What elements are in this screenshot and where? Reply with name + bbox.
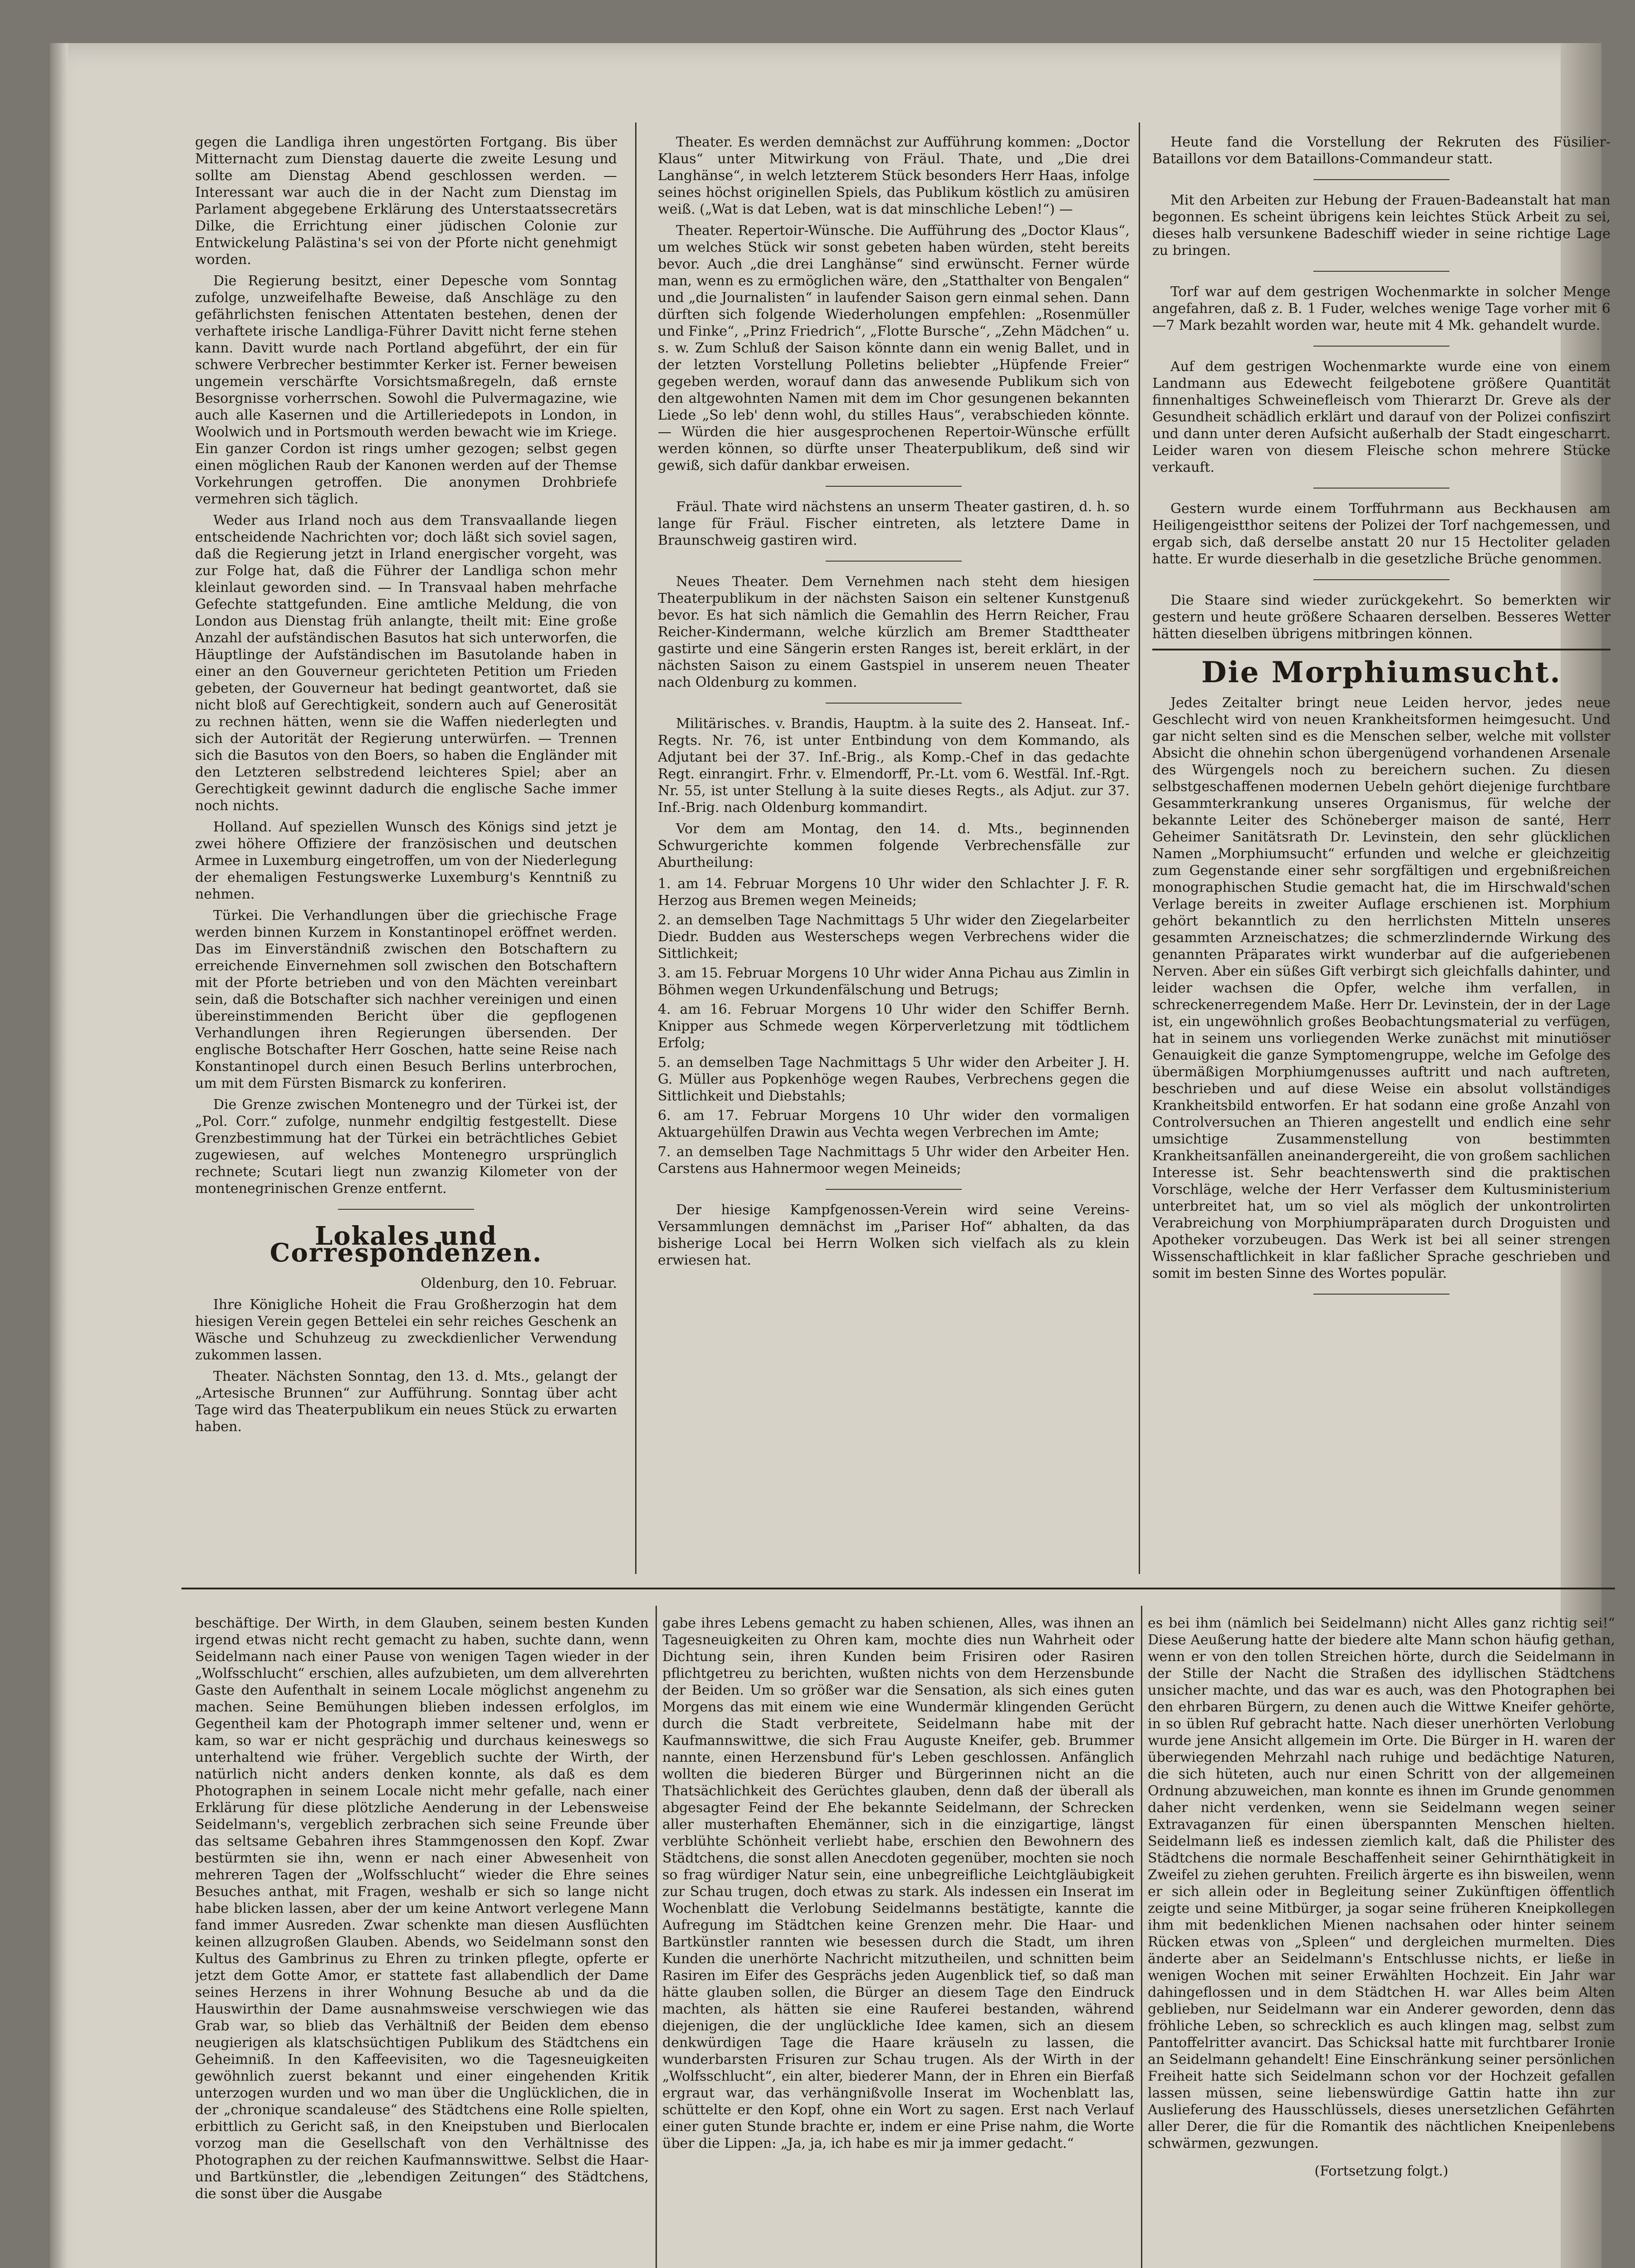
- divider: [1313, 1294, 1449, 1295]
- column-3: [1152, 134, 1611, 1563]
- list-item: 6. am 17. Februar Morgens 10 Uhr wider den vormaligen Aktuargehülfen Drawin aus Vechta wegen Verbrechen im Amte;: [658, 1108, 1130, 1140]
- article-text: gegen die Landliga ihren ungestörten Fortgang. Bis über Mitternacht zum Dienstag dauerte die zweite Lesung und sollte am Dienstag Abend geschlossen werden. — Interessant war auch die in der Nacht zum Dienstag im Parlament abgegebene Erklärung des Unterstaatssecretärs Dilke, die Errichtung einer jüdischen Colonie zur Entwickelung Palästina's sei von der Pforte nicht genehmigt worden.: [195, 134, 617, 268]
- article-text: Die Grenze zwischen Montenegro und der Türkei ist, der „Pol. Corr.“ zufolge, nunmehr endgiltig festgestellt. Diese Grenzbestimmung hat der Türkei ein beträchtliches Gebiet zugewiesen, auf welches Montenegro ursprünglich rechnete; Scutari liegt nun zwanzig Kilometer von der montenegrinischen Grenze entfernt.: [195, 1097, 617, 1197]
- column-1: [195, 134, 617, 1563]
- column-rule-1: [635, 122, 636, 1574]
- feuilleton-rule: [181, 1588, 1615, 1589]
- divider: [1313, 488, 1449, 489]
- column-rule-4: [1141, 1606, 1142, 2268]
- feuilleton-text: es bei ihm (nämlich bei Seidelmann) nicht Alles ganz richtig sei!“ Diese Aeußerung hatte der biedere alte Mann schon häufig gethan, wenn er von den tollen Streichen hörte, durch die Seidelmann in der Stille der Nacht die Straßen des idyllischen Städtchens unsicher machte, und das war es auch, was den Photographen bei den ehrbaren Bürgern, zu denen auch die Wittwe Kneifer gehörte, in so üblen Ruf gebracht hatte. Nach dieser unerhörten Verlobung wurde jene Ansicht allgemein im Orte. Die Bürger in H. waren der überwiegenden Mehrzahl nach ruhige und bedächtige Naturen, die sich hüteten, auch nur einen Schritt von der allgemeinen Ordnung abzuweichen, man konnte es ihnen im Grunde genommen daher nicht verdenken, wenn sie Seidelmann wegen seiner Extravaganzen für einen überspannten Menschen hielten. Seidelmann ließ es indessen ziemlich kalt, daß die Philister des Städtchens die normale Beschaffenheit seiner Gehirnthätigkeit in Zweifel zu ziehen geruhten. Freilich ärgerte es ihn bisweilen, wenn er sich allein oder in Begleitung seiner Zukünftigen öffentlich zeigte und seine Mitbürger, ja sogar seine früheren Kneipkollegen ihm mit bedenklichen Mienen nachsahen oder hinter seinem Rücken etwas von „Spleen“ und dergleichen murmelten. Dies änderte aber an Seidelmann's Entschlusse nichts, er ließe in wenigen Wochen mit seiner Erwählten Hochzeit. Ein Jahr war dahingeflossen und in dem Städtchen H. war Alles beim Alten geblieben, nur Seidelmann war ein Anderer geworden, denn das fröhliche Leben, so schrecklich es auch klingen mag, selbst zum Pantoffelritter avancirt. Das Schicksal hatte mit furchtbarer Ironie an Seidelmann gehandelt! Eine Einschränkung seiner persönlichen Freiheit hatte sich Seidelmann schon vor der Hochzeit gefallen lassen müssen, seine liebenswürdige Gattin hatte ihn zur Auslieferung des Hausschlüssels, dieses unersetzlichen Gefährten aller Derer, die für die Romantik des nächtlichen Kneipenlebens schwärmen, gezwungen.: [1148, 1615, 1615, 2151]
- divider: [826, 703, 962, 704]
- feuilleton-text: gabe ihres Lebens gemacht zu haben schienen, Alles, was ihnen an Tagesneuigkeiten zu Ohren kam, mochte dies nun Wahrheit oder Dichtung sein, ihren Kunden beim Frisiren oder Rasiren pflichtgetreu zu berichten, wußten nichts von dem Herzensbunde der Beiden. Um so größer war die Sensation, als sich eines guten Morgens das mit einem wie eine Wundermär klingenden Gerücht durch die Stadt verbreitete, Seidelmann habe mit der Kaufmannswittwe, die sich Frau Auguste Kneifer, geb. Brummer nannte, einen Herzensbund für's Leben geschlossen. Anfänglich wollten die biederen Bürger und Bürgerinnen nicht an die Thatsächlichkeit des Gerüchtes glauben, denn daß der überall als abgesagter Feind der Ehe bekannte Seidelmann, der Schrecken aller musterhaften Ehemänner, sich in die einzigartige, längst verblühte Schönheit verliebt habe, erschien den Bewohnern des Städtchens, die sonst allen Anecdoten gegenüber, mochten sie noch so frag würdiger Natur sein, eine unbegreifliche Leichtgläubigkeit zur Schau trugen, doch etwas zu stark. Als indessen ein Inserat im Wochenblatt die Verlobung Seidelmanns bestätigte, kannte die Aufregung im Städtchen keine Grenzen mehr. Die Haar- und Bartkünstler rannten wie besessen durch die Stadt, um ihren Kunden die unerhörte Nachricht mitzutheilen, und schnitten beim Rasiren im Eifer des Gesprächs jeden Augenblick tief, so daß man hätte glauben sollen, die Bürger an diesem Tage den Eindruck machten, als hätten sie eine Rauferei bestanden, während diejenigen, die der unglückliche Idee kamen, sich an diesem denkwürdigen Tage die Haare kräuseln zu lassen, die wunderbarsten Frisuren zur Schau trugen. Als der Wirth in der „Wolfsschlucht“, ein alter, biederer Mann, der in Ehren ein Bierfaß ergraut war, das verhängnißvolle Inserat im Wochenblatt las, schüttelte er den Kopf, ohne ein Wort zu sagen. Erst nach Verlauf einer guten Stunde brachte er, indem er eine Prise nahm, die Worte über die Lippen: „Ja, ja, ich habe es mir ja immer gedacht.“: [662, 1615, 1134, 2151]
- section-title-local: Lokales und Correspondenzen.: [269, 1221, 543, 1268]
- article-text: Theater. Es werden demnächst zur Aufführung kommen: „Doctor Klaus“ unter Mitwirkung von Fräul. Thate, und „Die drei Langhänse“, in welch letzterem Stück besonders Herr Haas, infolge seines höchst originellen Spiels, das Publikum köstlich zu amüsiren weiß. („Wat is dat Leben, wat is dat minschliche Leben!“) —: [658, 134, 1130, 217]
- divider: [338, 1209, 474, 1210]
- divider: [826, 1189, 962, 1190]
- section-rule: [1152, 649, 1611, 650]
- article-text: Torf war auf dem gestrigen Wochenmarkte in solcher Menge angefahren, daß z. B. 1 Fuder, welches wenige Tage vorher mit 6—7 Mark bezahlt worden war, heute mit 4 Mk. gehandelt wurde.: [1152, 284, 1611, 333]
- column-rule-3: [656, 1606, 657, 2268]
- feuilleton-text: beschäftige. Der Wirth, in dem Glauben, seinem besten Kunden irgend etwas nicht recht gemacht zu haben, suchte dann, wenn Seidelmann nach einer Pause von wenigen Tagen wieder in der „Wolfsschlucht“ erschien, alles aufzubieten, um dem allverehrten Gaste den Aufenthalt in seinem Locale möglichst angenehm zu machen. Seine Bemühungen blieben indessen erfolglos, im Gegentheil kam der Photograph immer seltener und, wenn er kam, so war er nicht gesprächig und durchaus keineswegs so unterhaltend wie früher. Vergeblich suchte der Wirth, der natürlich nicht anders denken konnte, als daß es dem Photographen in seinem Locale nicht mehr gefalle, nach einer Erklärung für diese plötzliche Aenderung in der Lebensweise Seidelmann's, vergeblich zerbrachen sich seine Freunde über das seltsame Gebahren ihres Stammgenossen den Kopf. Zwar bestürmten sie ihn, wenn er nach einer Abwesenheit von mehreren Tagen der „Wolfsschlucht“ wieder die Ehre seines Besuches anthat, mit Fragen, weshalb er sich so lange nicht habe blicken lassen, aber der um keine Antwort verlegene Mann fand immer Ausreden. Zwar schenkte man diesen Ausflüchten keinen allzugroßen Glauben. Abends, wo Seidelmann sonst den Kultus des Gambrinus zu Ehren zu trinken pflegte, opferte er jetzt dem Gotte Amor, er stattete fast allabendlich der Dame seines Herzens in ihrer Wohnung Besuche ab und da die Hauswirthin der Dame ausnahmsweise verschwiegen wie das Grab war, so blieb das Verhältniß der Beiden dem ebenso neugierigen als klatschsüchtigen Publikum des Städtchens ein Geheimniß. In den Kaffeevisiten, wo die Tagesneuigkeiten gewöhnlich zuerst bekannt und einer eingehenden Kritik unterzogen wurden und wo man über die Unglücklichen, die in der „chronique scandaleuse“ des Städtchens eine Rolle spielten, erbittlich zu Gericht saß, in den Kneipstuben und Bierlocalen vorzog man die Gesellschaft von den Verhältnisse des Photographen zu der reichen Kaufmannswittwe. Selbst die Haar- und Bartkünstler, die „lebendigen Zeitungen“ des Städtchens, die sonst über die Ausgabe: [195, 1615, 649, 2202]
- continued-note: (Fortsetzung folgt.): [1314, 2163, 1449, 2179]
- article-text: Der hiesige Kampfgenossen-Verein wird seine Vereins-Versammlungen demnächst im „Pariser Hof“ abhalten, da das bisherige Local bei Herrn Wolken sich vielfach als zu klein erwiesen hat.: [658, 1202, 1130, 1268]
- divider: [1313, 579, 1449, 580]
- article-text: Die Staare sind wieder zurückgekehrt. So bemerkten wir gestern und heute größere Schaaren derselben. Besseres Wetter hätten dieselben übrigens mitbringen können.: [1152, 592, 1611, 642]
- dateline: Oldenburg, den 10. Februar.: [421, 1276, 617, 1291]
- article-text: Fräul. Thate wird nächstens an unserm Theater gastiren, d. h. so lange für Fräul. Fischer eintreten, als letztere Dame in Braunschweig gastiren wird.: [658, 499, 1130, 548]
- feuilleton-column-2: [662, 1615, 1134, 2268]
- article-text: Ihre Königliche Hoheit die Frau Großherzogin hat dem hiesigen Verein gegen Bettelei ein sehr reiches Geschenk an Wäsche und Schuhzeug zu zweckdienlicher Verwendung zukommen lassen.: [195, 1297, 617, 1363]
- article-text: Militärisches. v. Brandis, Hauptm. à la suite des 2. Hanseat. Inf.-Regts. Nr. 76, ist unter Entbindung von dem Kommando, als Adjutant bei der 37. Inf.-Brig., als Komp.-Chef in das gedachte Regt. einrangirt. Frhr. v. Elmendorff, Pr.-Lt. vom 6. Westfäl. Inf.-Rgt. Nr. 55, ist unter Stellung à la suite dieses Regts., als Adjut. zur 37. Inf.-Brig. nach Oldenburg kommandirt.: [658, 716, 1130, 816]
- feuilleton-column-1: [195, 1615, 649, 2268]
- article-text: Theater. Nächsten Sonntag, den 13. d. Mts., gelangt der „Artesische Brunnen“ zur Aufführung. Sonntag über acht Tage wird das Theaterpublikum ein neues Stück zu erwarten haben.: [195, 1369, 617, 1435]
- list-item: 2. an demselben Tage Nachmittags 5 Uhr wider den Ziegelarbeiter Diedr. Budden aus Westerscheps wegen Verbrechens wider die Sittlichkeit;: [658, 912, 1130, 962]
- divider: [1313, 346, 1449, 347]
- list-item: 4. am 16. Februar Morgens 10 Uhr wider den Schiffer Bernh. Knipper aus Schmede wegen Körperverletzung mit tödtlichem Erfolg;: [658, 1002, 1130, 1051]
- article-text: Theater. Repertoir-Wünsche. Die Aufführung des „Doctor Klaus“, um welches Stück wir sonst gebeten haben würden, steht bereits bevor. Auch „die drei Langhänse“ sind erwünscht. Ferner würde man, wenn es zu ermöglichen wäre, den „Statthalter von Bengalen“ und „die Journalisten“ in laufender Saison gern einmal sehen. Dann dürften sich folgende Wiederholungen empfehlen: „Rosenmüller und Finke“, „Prinz Friedrich“, „Flotte Bursche“, „Zehn Mädchen“ u. s. w. Zum Schluß der Saison könnte dann ein wenig Ballet, und in der letzten Vorstellung Polletins beliebter „Hüpfende Freier“ gegeben werden, worauf dann das anwesende Publikum sich von den altgewohnten Namen mit dem im Chor gesungenen bekannten Liede „So leb' denn wohl, du stilles Haus“, verabschieden könnte. — Würden die hier ausgesprochenen Repertoir-Wünsche erfüllt werden können, so dürfte unser Theaterpublikum, deß sind wir gewiß, sich dafür dankbar erweisen.: [658, 223, 1130, 474]
- page-binding: [50, 43, 68, 2268]
- feuilleton-column-3: [1148, 1615, 1615, 2268]
- article-text: Auf dem gestrigen Wochenmarkte wurde eine von einem Landmann aus Edewecht feilgebotene größere Quantität finnenhaltiges Schweinefleisch vom Thierarzt Dr. Greve als der Gesundheit schädlich erklärt und darauf von der Polizei confiszirt und dann unter deren Aufsicht außerhalb der Stadt eingescharrt. Leider waren von diesem Fleische schon mehrere Stücke verkauft.: [1152, 359, 1611, 475]
- article-text: Jedes Zeitalter bringt neue Leiden hervor, jedes neue Geschlecht wird von neuen Krankheitsformen heimgesucht. Und gar nicht selten sind es die Menschen selber, welche mit vollster Absicht die ohnehin schon übergenügend vorhandenen Arsenale des Würgengels noch zu bereichern suchen. Zu diesen selbstgeschaffenen modernen Uebeln gehört diejenige furchtbare Gesammterkrankung unseres Organismus, für welche der bekannte Leiter des Schöneberger maison de santé, Herr Geheimer Sanitätsrath Dr. Levinstein, den sehr glücklichen Namen „Morphiumsucht“ erfunden und welche er gleichzeitig zum Gegenstande einer sehr sorgfältigen und ergebnißreichen monographischen Studie gemacht hat, die im Hirschwald'schen Verlage bereits in zweiter Auflage erschienen ist. Morphium gehört bekanntlich zu den herrlichsten Mitteln unseres gesammten Arzneischatzes; die schmerzlindernde Wirkung des genannten Präparates wirkt wunderbar auf die aufgeriebenen Nerven. Aber ein süßes Gift verbirgt sich gleichfalls dahinter, und leider wachsen die Opfer, welche ihm verfallen, in schreckenerregendem Maße. Herr Dr. Levinstein, der in der Lage ist, ein ungewöhnlich großes Beobachtungsmaterial zu verfügen, hat in seinem uns vorliegenden Werke zunächst mit minutiöser Genauigkeit die ganze Symptomengruppe, welche im Gefolge des übermäßigen Morphiumgenusses auftritt und nach auftreten, beschrieben und auf diese Weise ein absolut vollständiges Krankheitsbild entworfen. Er hat sodann eine große Anzahl von Controlversuchen an Thieren angestellt und endlich eine sehr umsichtige Zusammenstellung von bestimmten Krankheitsanfällen aneinandergereiht, die von großem sachlichen Interesse ist. Sehr beachtenswerth sind die praktischen Vorschläge, welche der Herr Verfasser dem Kultusministerium unterbreitet hat, um so viel als möglich der unkontrolirten Verabreichung von Morphiumpräparaten durch Droguisten und Apotheker vorzubeugen. Das Werk ist bei all seiner strengen Wissenschaftlichkeit in klar faßlicher Sprache geschrieben und somit im besten Sinne des Wortes populär.: [1152, 695, 1611, 1281]
- divider: [826, 561, 962, 562]
- section-title-morphium: Die Morphiumsucht.: [1201, 655, 1562, 689]
- column-rule-2: [1139, 122, 1140, 1574]
- article-text: Weder aus Irland noch aus dem Transvaallande liegen entscheidende Nachrichten vor; doch läßt sich soviel sagen, daß die Regierung jetzt in Irland energischer vorgeht, was zur Folge hat, daß die Führer der Landliga schon mehr kleinlaut geworden sind. — In Transvaal haben mehrfache Gefechte stattgefunden. Eine amtliche Meldung, die von London aus Dienstag früh anlangte, theilt mit: Eine große Anzahl der aufständischen Basutos hat sich unterworfen, die Häuptlinge der Aufständischen im Basutolande haben in einer an den Gouverneur gerichteten Petition um Frieden gebeten, der Gouverneur hat bedingt geantwortet, daß sie nicht bloß auf Gerechtigkeit, sondern auch auf Generosität zu rechnen hätten, wenn sie die Waffen niederlegten und sich der Autorität der Regierung unterwürfen. — Trennen sich die Basutos von den Boers, so haben die Engländer mit den Letzteren selbstredend leichteres Spiel; aber an Gerechtigkeit gewinnt dadurch die englische Sache immer noch nichts.: [195, 513, 617, 814]
- article-text: Vor dem am Montag, den 14. d. Mts., beginnenden Schwurgerichte kommen folgende Verbrechensfälle zur Aburtheilung:: [658, 821, 1130, 870]
- list-item: 3. am 15. Februar Morgens 10 Uhr wider Anna Pichau aus Zimlin in Böhmen wegen Urkundenfälschung und Betrugs;: [658, 965, 1130, 998]
- list-item: 1. am 14. Februar Morgens 10 Uhr wider den Schlachter J. F. R. Herzog aus Bremen wegen Meineids;: [658, 876, 1130, 909]
- list-item: 7. an demselben Tage Nachmittags 5 Uhr wider den Arbeiter Hen. Carstens aus Hahnermoor wegen Meineids;: [658, 1144, 1130, 1177]
- divider: [1313, 179, 1449, 180]
- divider: [826, 486, 962, 487]
- article-text: Heute fand die Vorstellung der Rekruten des Füsilier-Bataillons vor dem Bataillons-Commandeur statt.: [1152, 134, 1611, 167]
- court-list: [658, 875, 1130, 1177]
- article-text: Neues Theater. Dem Vernehmen nach steht dem hiesigen Theaterpublikum in der nächsten Saison ein seltener Kunstgenuß bevor. Es hat sich nämlich die Gemahlin des Herrn Reicher, Frau Reicher-Kindermann, welche kürzlich am Bremer Stadttheater gastirte und eine Sängerin ersten Ranges ist, bereit erklärt, in der nächsten Saison zu einem Gastspiel in unserem neuen Theater nach Oldenburg zu kommen.: [658, 574, 1130, 690]
- article-text: Türkei. Die Verhandlungen über die griechische Frage werden binnen Kurzem in Konstantinopel eröffnet werden. Das im Einverständniß zwischen den Botschaftern zu erreichende Einvernehmen soll zwischen den Botschaftern mit der Pforte betrieben und von den Mächten vereinbart sein, daß die Botschafter sich nachher vereinigen und einen übereinstimmenden Bericht über die gepflogenen Verhandlungen ihren Regierungen übersenden. Der englische Botschafter Herr Goschen, hatte seine Reise nach Konstantinopel durch einen Besuch Berlins unterbrochen, um mit dem Fürsten Bismarck zu konferiren.: [195, 908, 617, 1091]
- article-text: Mit den Arbeiten zur Hebung der Frauen-Badeanstalt hat man begonnen. Es scheint übrigens kein leichtes Stück Arbeit zu sei, dieses halb versunkene Badeschiff wieder in seine richtige Lage zu bringen.: [1152, 192, 1611, 259]
- article-text: Die Regierung besitzt, einer Depesche vom Sonntag zufolge, unzweifelhafte Beweise, daß Anschläge zu den gefährlichsten fenischen Attentaten bestehen, denen der verhaftete irische Landliga-Führer Davitt nicht ferne stehen kann. Davitt wurde nach Portland abgeführt, der ein für schwere Verbrecher bestimmter Kerker ist. Ferner beweisen ungemein verschärfte Vorsichtsmaßregeln, daß ernste Besorgnisse vorherrschen. Sowohl die Pulvermagazine, wie auch alle Kasernen und die Artilleriedepots in London, in Woolwich und in Portsmouth werden bewacht wie im Kriege. Ein ganzer Cordon ist rings umher gezogen; selbst gegen einen möglichen Raub der Kanonen werden auf der Themse Vorkehrungen getroffen. Die anonymen Drohbriefe vermehren sich täglich.: [195, 273, 617, 507]
- list-item: 5. an demselben Tage Nachmittags 5 Uhr wider den Arbeiter J. H. G. Müller aus Popkenhöge wegen Raubes, Verbrechens gegen die Sittlichkeit und Diebstahls;: [658, 1055, 1130, 1104]
- article-text: Holland. Auf speziellen Wunsch des Königs sind jetzt je zwei höhere Offiziere der französischen und deutschen Armee in Luxemburg eingetroffen, um von der Niederlegung der ehemaligen Festungswerke Luxemburg's Kenntniß zu nehmen.: [195, 819, 617, 902]
- divider: [1313, 271, 1449, 272]
- column-2: [658, 134, 1130, 1563]
- article-text: Gestern wurde einem Torffuhrmann aus Beckhausen am Heiligengeistthor seitens der Polizei der Torf nachgemessen, und ergab sich, daß derselbe anstatt 20 nur 15 Hectoliter geladen hatte. Er wurde dieserhalb in die gesetzliche Brüche genommen.: [1152, 501, 1611, 567]
